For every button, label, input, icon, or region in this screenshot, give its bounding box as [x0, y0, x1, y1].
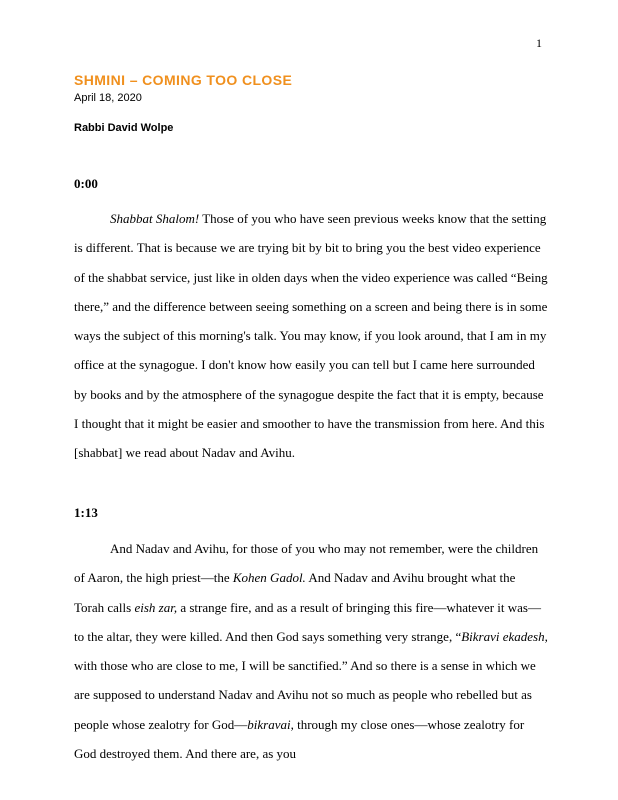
- section-timestamp: 1:13: [74, 505, 98, 520]
- text-segment: a strange fire, and as a result of bringing this fire—whatever it was—to the altar, they were killed. And then God says something very strange, “: [74, 599, 541, 644]
- section-timestamp: 0:00: [74, 176, 98, 191]
- text-segment: bikravai,: [247, 716, 294, 732]
- text-segment: Bikravi ekadesh,: [461, 628, 548, 644]
- section-paragraph: [74, 204, 548, 468]
- section-paragraph: [74, 534, 548, 768]
- text-segment: And Nadav and Avihu brought what the Torah calls: [74, 570, 516, 615]
- text-segment: eish zar,: [134, 599, 178, 615]
- text-segment: with those who are close to me, I will be sanctified.” And so there is a sense in which we are supposed to understand Nadav and Avihu not so much as people who rebelled but as people whose zealotry for God—: [74, 658, 536, 732]
- document-author: Rabbi David Wolpe: [74, 122, 174, 134]
- text-segment: Kohen Gadol.: [232, 570, 306, 586]
- text-segment: through my close ones—whose zealotry for God destroyed them. And there are, as you: [74, 716, 525, 762]
- page-number: 1: [536, 36, 542, 50]
- text-segment: Those of you who have seen previous weeks know that the setting is different. That is because we are trying bit by bit to bring you the best video experience of the shabbat service, just like in olden days when the video experience was called “Being there,” and the difference between seeing something on a screen and being there is in some ways the subject of this morning's talk. You may know, if you look around, that I am in my office at the synagogue. I don't know how easily you can tell but I came here surrounded by books and by the atmosphere of the synagogue despite the fact that it is empty, because I thought that it might be easier and smoother to have the transmission from here. And this [shabbat] we read about Nadav and Avihu.: [74, 211, 548, 461]
- text-segment: Shabbat Shalom!: [110, 211, 200, 226]
- document-date: April 18, 2020: [74, 92, 142, 104]
- text-segment: And Nadav and Avihu, for those of you who may not remember, were the children of Aaron, the high priest—the: [74, 541, 539, 586]
- document-title: SHMINI – COMING TOO CLOSE: [74, 72, 293, 88]
